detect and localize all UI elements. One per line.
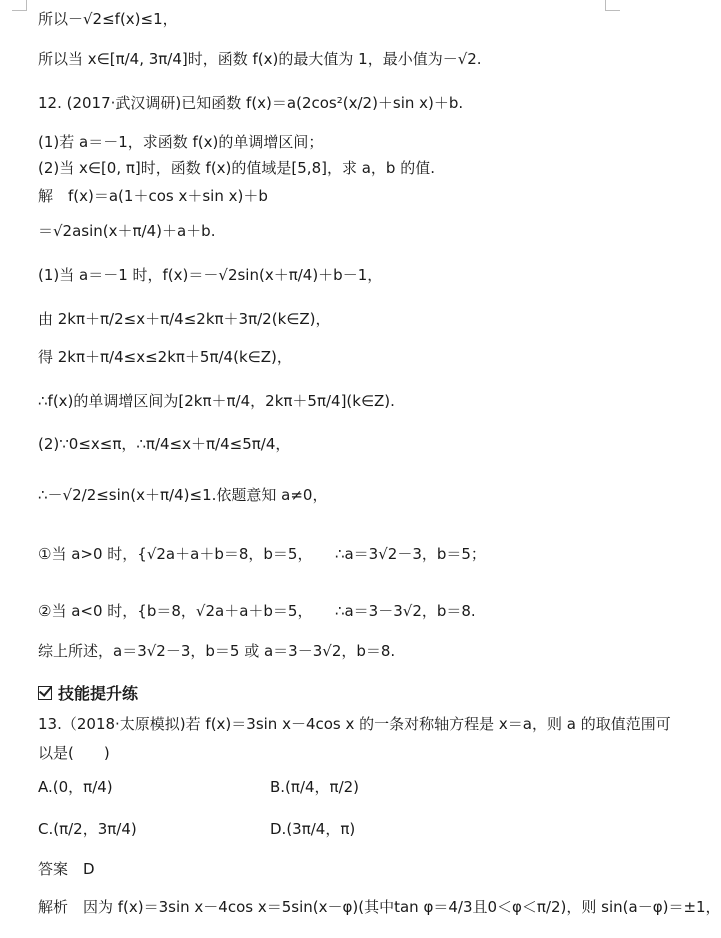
text-line-l08: (1)当 a＝－1 时，f(x)＝－√2sin(x＋π/4)＋b－1， bbox=[38, 266, 383, 284]
text-line-l11: ∴f(x)的单调增区间为[2kπ＋π/4，2kπ＋5π/4](k∈Z). bbox=[38, 392, 395, 410]
text-line-l04: (1)若 a＝－1，求函数 f(x)的单调增区间； bbox=[38, 133, 324, 151]
text-line-l05: (2)当 x∈[0, π]时，函数 f(x)的值域是[5,8]，求 a，b 的值. bbox=[38, 159, 435, 177]
answer-option-oC: C.(π/2，3π/4) bbox=[38, 820, 137, 838]
text-line-l18: 以是( ) bbox=[38, 744, 110, 762]
text-line-l07: ＝√2asin(x＋π/4)＋a＋b. bbox=[38, 222, 216, 240]
checkbox-icon bbox=[38, 686, 52, 700]
text-line-l03: 12. (2017·武汉调研)已知函数 f(x)＝a(2cos²(x/2)＋sin x)＋b. bbox=[38, 94, 464, 112]
section-title: 技能提升练 bbox=[58, 684, 139, 703]
text-line-l17: 13.（2018·太原模拟)若 f(x)＝3sin x－4cos x 的一条对称轴方程是 x＝a，则 a 的取值范围可 bbox=[38, 715, 671, 733]
text-line-l01: 所以－√2≤f(x)≤1， bbox=[38, 10, 178, 28]
text-line-l15: ②当 a<0 时，{b＝8，√2a＋a＋b＝5， ∴a＝3－3√2，b＝8. bbox=[38, 602, 476, 620]
text-line-l09: 由 2kπ＋π/2≤x＋π/4≤2kπ＋3π/2(k∈Z)， bbox=[38, 310, 331, 328]
text-line-l13: ∴－√2/2≤sin(x＋π/4)≤1.依题意知 a≠0， bbox=[38, 486, 328, 504]
page-corner-mark-right bbox=[605, 0, 620, 11]
text-line-l10: 得 2kπ＋π/4≤x≤2kπ＋5π/4(k∈Z)， bbox=[38, 348, 292, 366]
text-line-l06: 解 f(x)＝a(1＋cos x＋sin x)＋b bbox=[38, 187, 268, 205]
answer-option-oA: A.(0，π/4) bbox=[38, 778, 113, 796]
text-line-l23: 解析 因为 f(x)＝3sin x－4cos x＝5sin(x－φ)(其中tan φ＝4/3且0＜φ＜π/2)，则 sin(a－φ)＝±1， bbox=[38, 898, 721, 916]
text-line-l14: ①当 a>0 时，{√2a＋a＋b＝8，b＝5， ∴a＝3√2－3，b＝5； bbox=[38, 545, 486, 563]
page-corner-mark-left bbox=[12, 0, 27, 11]
text-line-l02: 所以当 x∈[π/4, 3π/4]时，函数 f(x)的最大值为 1，最小值为－√2. bbox=[38, 50, 482, 68]
text-line-l12: (2)∵0≤x≤π，∴π/4≤x＋π/4≤5π/4， bbox=[38, 435, 291, 453]
text-line-l16: 综上所述，a＝3√2－3，b＝5 或 a＝3－3√2，b＝8. bbox=[38, 642, 396, 660]
section-header bbox=[38, 681, 138, 704]
text-line-l22: 答案 D bbox=[38, 860, 95, 878]
answer-option-oD: D.(3π/4，π) bbox=[270, 820, 356, 838]
answer-option-oB: B.(π/4，π/2) bbox=[270, 778, 360, 796]
